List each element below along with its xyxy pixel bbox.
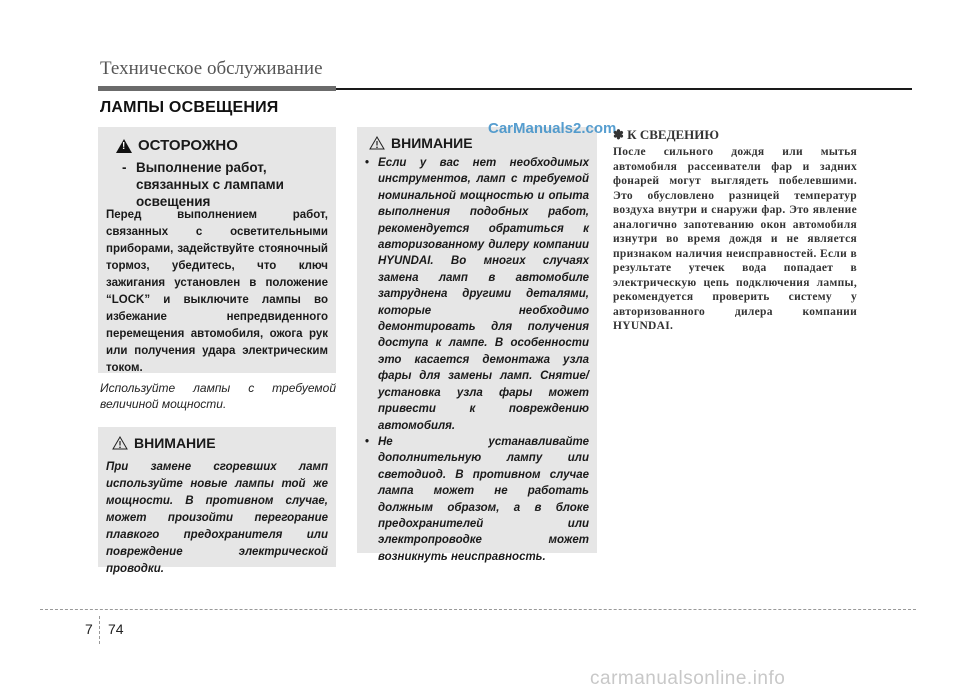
intro-body: После сильного дождя или мытья автомобиля рассеиватели фар и задних фонарей могут выглядеть побелевшими. Это обусловлено разницей температур воздуха внутри и снаружи фар. Это явление аналогично запотеванию окон автомобиля изнутри во время дождя и не является признаком наличия неисправностей. Если в результате утечек вода попадает в электрическую цепь подключения лампы, рекомендуется проверить систему у авторизованного дилера компании HYUNDAI. xyxy=(613,146,857,332)
warning-outline-triangle-icon xyxy=(369,136,385,150)
warning-box-left xyxy=(98,427,336,575)
footer-divider xyxy=(40,609,916,610)
watermark-bottom: carmanualsonline.info xyxy=(590,668,786,689)
header-bar-dark xyxy=(98,86,336,91)
list-item xyxy=(365,434,589,565)
intro-header xyxy=(613,127,719,143)
caution-body: Перед выполнением работ, связанных с осветительными приборами, задействуйте стояночный тормоз, убедитесь, что ключ зажигания установлен в положение “LOCK” и выключите лампы во избежание непредвиденного перемещения автомобиля, ожога рук или получения удара электрическим током. xyxy=(106,209,328,374)
header-rule xyxy=(336,88,912,90)
page-number-separator xyxy=(99,616,100,644)
warning-right-list xyxy=(365,155,589,565)
warning-right-item-2: Не устанавливайте дополнительную лампу или светодиод. В противном случае лампа может не работать должным образом, а в блоке предохранителей или электропроводке может возникнуть неисправность. xyxy=(378,435,589,563)
asterisk-icon: ✽ xyxy=(613,127,624,142)
intro-title: К СВЕДЕНИЮ xyxy=(627,127,720,142)
warning-left-body: При замене сгоревших ламп используйте новые лампы той же мощности. В противном случае, может произойти перегорание плавкого предохранителя или повреждение электрической проводки. xyxy=(106,461,328,575)
caution-subtitle-dash: - xyxy=(122,160,127,175)
warning-box-right xyxy=(357,127,597,563)
caution-subtitle: Выполнение работ, связанных с лампами освещения xyxy=(136,160,284,209)
warning-right-title: ВНИМАНИЕ xyxy=(391,135,473,151)
bullet-icon: • xyxy=(365,435,370,448)
caution-header xyxy=(116,137,238,154)
bullet-icon: • xyxy=(365,157,370,169)
warning-right-item-1: Если у вас нет необходимых инструментов, ламп с требуемой номинальной мощностью и опыта выполнения подобных работ, рекомендуется обратиться к авторизованному дилеру компании HYUNDAI. Во многих случаях замена ламп в автомобиле затруднена другими деталями, которые необходимо демонтировать для получения доступа к лампе. В особенности это касается демонтажа узла фары для замены ламп. Снятие/установка узла фары может привести к повреждению автомобиля. xyxy=(378,157,589,432)
watermark-top: CarManuals2.com xyxy=(488,120,617,137)
chapter-title: Техническое обслуживание xyxy=(100,58,323,79)
chapter-number: 7 xyxy=(85,621,93,637)
warning-left-header xyxy=(112,435,216,451)
caution-box xyxy=(98,127,336,373)
warning-left-title: ВНИМАНИЕ xyxy=(134,435,216,451)
page-number: 74 xyxy=(108,621,124,637)
warning-triangle-icon xyxy=(116,139,132,153)
caution-title: ОСТОРОЖНО xyxy=(138,137,238,154)
warning-right-header xyxy=(369,135,473,151)
section-title: ЛАМПЫ ОСВЕЩЕНИЯ xyxy=(100,99,279,116)
warning-outline-triangle-icon xyxy=(112,436,128,450)
list-item xyxy=(365,155,589,434)
caution-subtitle-block xyxy=(122,159,332,210)
wattage-note: Используйте лампы с требуемой величиной мощности. xyxy=(100,381,336,411)
